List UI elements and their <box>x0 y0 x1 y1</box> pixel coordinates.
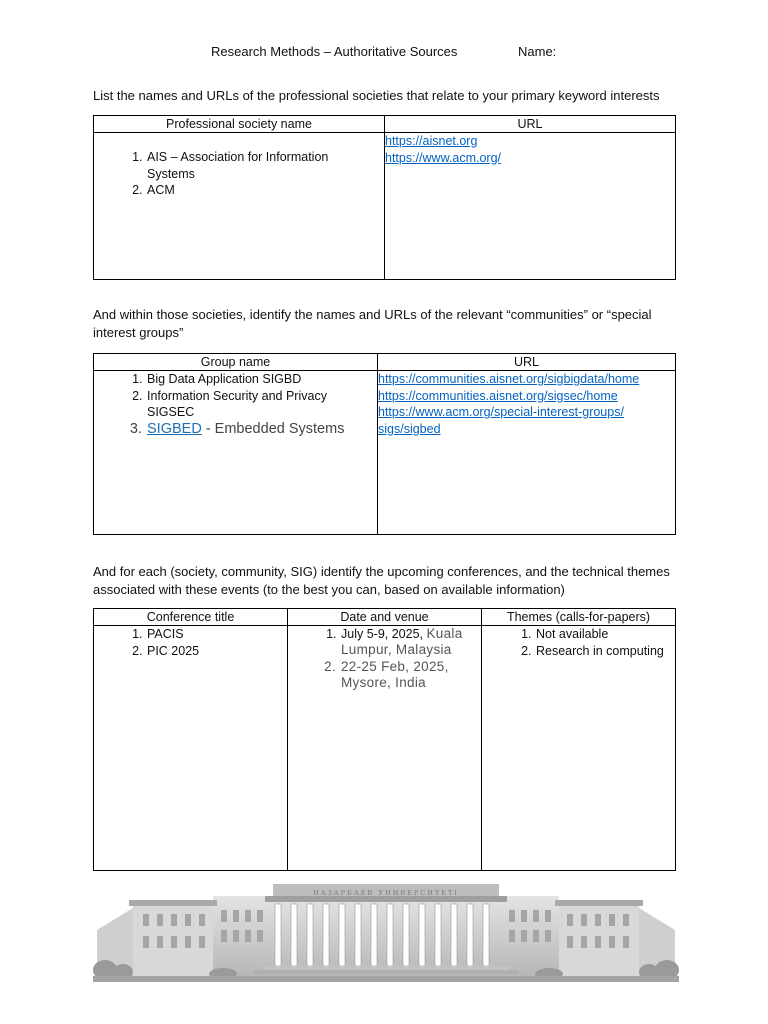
conference-list <box>94 626 287 659</box>
prompt-societies: List the names and URLs of the professional societies that relate to your primary keyword interests <box>93 88 660 103</box>
cell-society-urls <box>385 133 676 280</box>
cell-society-names <box>94 133 385 280</box>
list-item <box>146 421 369 438</box>
header-group-url: URL <box>378 354 676 371</box>
cell-themes <box>482 626 676 871</box>
list-item: 1. Big Data Application SIGBD <box>146 371 369 388</box>
header-society-name: Professional society name <box>94 116 385 133</box>
name-label: Name: <box>518 44 557 59</box>
university-building-image <box>93 878 679 982</box>
header-society-url: URL <box>385 116 676 133</box>
list-item: 1. AIS – Association for Information Systems <box>146 149 356 182</box>
date-pacis: July 5-9, 2025, <box>341 627 427 641</box>
list-item: 1. Not available <box>535 626 675 643</box>
table-societies <box>93 115 676 280</box>
cell-group-urls <box>378 371 676 535</box>
prompt-conferences: And for each (society, community, SIG) identify the upcoming conferences, and the technical themes associated with these events (to the best you can, based on available information) <box>93 564 670 597</box>
list-item: 2. 22-25 Feb, 2025, Mysore, India <box>340 659 475 691</box>
header-themes: Themes (calls-for-papers) <box>482 609 676 626</box>
building-inscription: НАЗАРБАЕВ УНИВЕРСИТЕТІ <box>313 889 459 897</box>
header-conference-title: Conference title <box>94 609 288 626</box>
header-date-venue: Date and venue <box>288 609 482 626</box>
link-acm[interactable]: https://www.acm.org/ <box>385 150 502 165</box>
header-group-name: Group name <box>94 354 378 371</box>
link-sigbed-url-cont[interactable]: sigs/sigbed <box>378 421 441 436</box>
link-sigsec[interactable]: https://communities.aisnet.org/sigsec/home <box>378 388 618 403</box>
list-item: 2. Research in computing <box>535 643 675 660</box>
list-item <box>340 626 475 658</box>
themes-list <box>482 626 675 659</box>
list-item: 2. ACM <box>146 182 356 199</box>
group-list <box>94 371 377 437</box>
link-sigbed-url[interactable]: https://www.acm.org/special-interest-groups/ <box>378 405 624 419</box>
list-item: 1. PACIS <box>146 626 287 643</box>
list-item: 2. Information Security and Privacy SIGSEC <box>146 388 369 421</box>
cell-conference-titles <box>94 626 288 871</box>
venue-pacis: Kuala Lumpur, Malaysia <box>341 626 463 657</box>
date-list <box>288 626 481 691</box>
list-item: 2. PIC 2025 <box>146 643 287 660</box>
sigbed-description: - Embedded Systems <box>201 420 345 437</box>
link-sigbigdata[interactable]: https://communities.aisnet.org/sigbigdata/home <box>378 372 640 386</box>
society-list <box>94 149 384 199</box>
cell-group-names <box>94 371 378 535</box>
prompt-communities: And within those societies, identify the names and URLs of the relevant “communities” or “special interest groups” <box>93 307 652 340</box>
table-communities <box>93 353 676 535</box>
document-title: Research Methods – Authoritative Sources <box>211 44 458 59</box>
table-conferences <box>93 608 676 871</box>
cell-dates-venues <box>288 626 482 871</box>
link-aisnet[interactable]: https://aisnet.org <box>385 134 478 148</box>
link-sigbed[interactable]: SIGBED <box>147 420 202 437</box>
